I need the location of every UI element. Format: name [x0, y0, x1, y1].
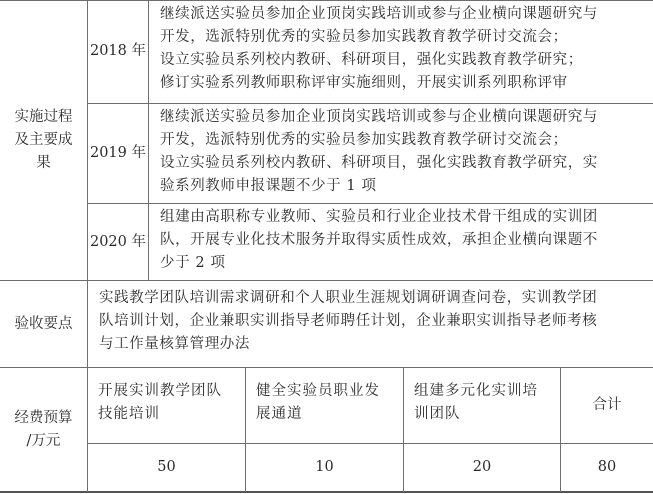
section-label-acceptance: 验收要点 — [14, 315, 73, 332]
budget-value-total: 80 — [597, 459, 617, 475]
content-line: 设立实验员系列校内教研、科研项目，强化实践教育教学研究； — [160, 52, 583, 68]
label-line: 经费预算 — [14, 409, 73, 426]
content-line: 队培训计划，企业兼职实训指导老师聘任计划，企业兼职实训指导老师考核 — [99, 313, 598, 329]
year-content-2018 — [160, 3, 646, 103]
content-line: 开发，选派特别优秀的实验员参加实践教育教学研讨交流会； — [160, 29, 568, 45]
label-line: 及主要成 — [14, 131, 73, 148]
row-divider — [87, 103, 653, 104]
col-divider — [87, 280, 88, 367]
content-line: 设立实验员系列校内教研、科研项目，强化实践教育教学研究，实 — [160, 155, 598, 171]
col-divider — [148, 0, 149, 280]
budget-header-career: 健全实验员职业发 展通道 — [256, 383, 380, 422]
row-divider — [0, 280, 653, 281]
content-line: 组建由高职称专业教师、实验员和行业企业技术骨干组成的实训团 — [160, 209, 598, 225]
year-cell-2019: 2019 年 — [89, 145, 146, 161]
content-line: 队，开展专业化技术服务并取得实质性成效，承担企业横向课题不 — [160, 232, 598, 248]
year-cell-2020: 2020 年 — [89, 233, 146, 250]
year-content-2020 — [160, 206, 646, 280]
year-content-2019 — [160, 106, 646, 203]
section-label-implementation — [0, 0, 87, 280]
label-line: 实施过程 — [14, 108, 73, 125]
row-divider — [0, 367, 653, 368]
section-label-budget — [0, 368, 87, 491]
budget-value-training: 50 — [157, 459, 176, 475]
content-line: 继续派送实验员参加企业顶岗实践培训或参与企业横向课题研究与 — [160, 6, 598, 22]
budget-header-total: 合计 — [592, 397, 622, 413]
year-cell-2018: 2018 年 — [89, 43, 146, 59]
acceptance-content — [99, 287, 647, 365]
content-line: 开发，选派特别优秀的实验员参加实践教育教学研讨交流会； — [160, 132, 568, 148]
content-line: 继续派送实验员参加企业顶岗实践培训或参与企业横向课题研究与 — [160, 109, 598, 125]
content-line: 与工作量核算管理办法 — [99, 336, 250, 352]
content-line: 实践教学团队培训需求调研和个人职业生涯规划调研调查问卷，实训教学团 — [99, 290, 598, 306]
table-bottom-rule — [0, 491, 653, 493]
label-line: 果 — [36, 154, 51, 171]
content-line: 修订实验系列教师职称评审实施细则，开展实训系列职称评审 — [160, 75, 568, 91]
label-line: /万元 — [26, 432, 61, 449]
budget-header-training: 开展实训教学团队 技能培训 — [98, 383, 222, 422]
row-divider — [87, 203, 653, 204]
budget-value-career: 10 — [315, 459, 334, 475]
budget-value-team: 20 — [472, 459, 492, 475]
budget-header-team: 组建多元化实训培 训团队 — [414, 383, 538, 422]
content-line: 验系列教师申报课题不少于 1 项 — [160, 178, 377, 194]
content-line: 少于 2 项 — [160, 255, 226, 271]
